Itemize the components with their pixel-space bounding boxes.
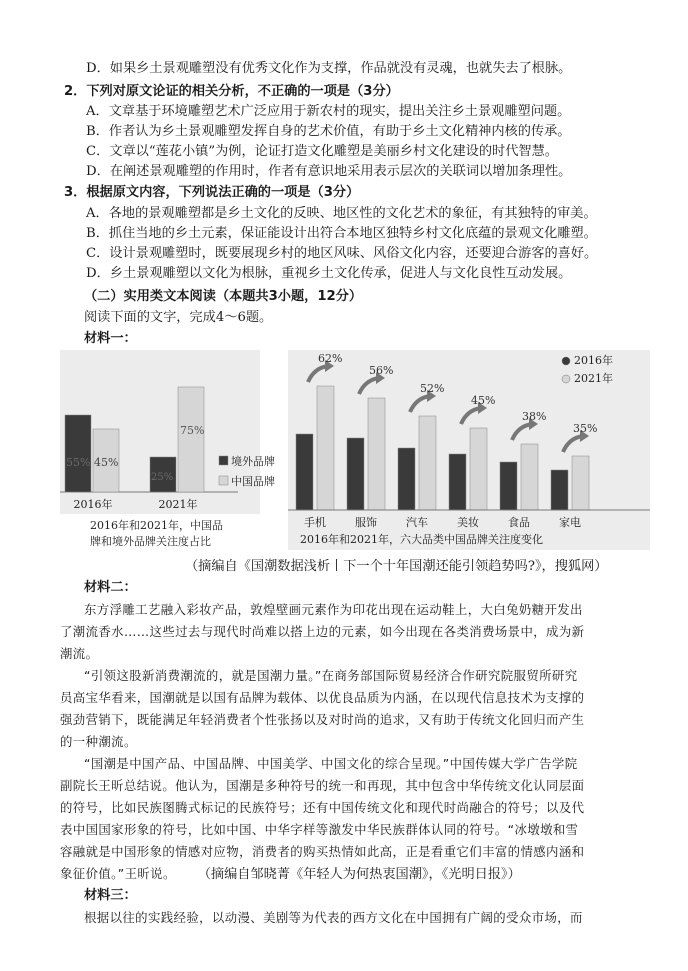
- legend-swatch: [562, 375, 570, 383]
- para-3-line-4: 表中国国家形象的符号，比如中国、中华字样等激发中华民族群体认同的符号。“冰墩墩和雪: [60, 822, 579, 837]
- option-2-d: D．在阐述景观雕塑的作用时，作者有意识地采用表示层次的关联词以增加条理性。: [86, 164, 572, 179]
- para-1-line-1: 东方浮雕工艺融入彩妆产品，敦煌壁画元素作为印花出现在运动鞋上，大白兔奶糖开发出: [84, 602, 583, 617]
- legend-label: 2021年: [574, 372, 613, 385]
- option-3-a: A．各地的景观雕塑都是乡土文化的反映、地区性的文化艺术的象征，有其独特的审美。: [86, 206, 597, 221]
- category-label: 家电: [559, 516, 581, 529]
- bar-中国品牌-2021年: [178, 387, 204, 492]
- bar-2021年-家电: [572, 456, 589, 510]
- legend-swatch: [562, 357, 570, 365]
- question-3: 3．根据原文内容，下列说法正确的一项是（3分）: [64, 185, 360, 200]
- option-2-b: B．作者认为乡土景观雕塑发挥自身的艺术价值，有助于乡土文化精神内核的传承。: [86, 124, 571, 139]
- bar-label: 55%: [66, 456, 91, 469]
- growth-label: 38%: [522, 410, 547, 423]
- bar-2021年-食品: [521, 444, 538, 510]
- para-2-line-3: 强劲营销下，既能满足年轻消费者个性张扬以及对时尚的追求，又有助于传统文化回归而产生: [60, 712, 585, 727]
- bar-2021年-汽车: [419, 416, 436, 510]
- legend-label: 2016年: [574, 354, 613, 367]
- para-3-line-6: [0, 865, 688, 883]
- bar-label: 75%: [180, 424, 205, 437]
- para-3-line-3: 的符号，比如民族图腾式标记的民族符号；还有中国传统文化和现代时尚融合的符号；以及代: [60, 800, 585, 815]
- category-label: 手机: [304, 516, 326, 529]
- reading-intro: 阅读下面的文字，完成4～6题。: [84, 310, 273, 325]
- legend-label: 境外品牌: [231, 455, 275, 468]
- growth-label: 56%: [369, 364, 394, 377]
- legend-swatch: [219, 456, 228, 465]
- growth-label: 35%: [573, 422, 598, 435]
- bar-2021年-手机: [317, 386, 334, 510]
- material-1-label: 材料一：: [84, 331, 137, 346]
- section-2-heading: （二）实用类文本阅读（本题共3小题，12分）: [84, 289, 363, 304]
- legend-swatch: [219, 476, 228, 485]
- growth-label: 52%: [420, 382, 445, 395]
- para-3-end: 象征价值。”王昕说。: [60, 866, 176, 881]
- para-2-line-4: 的一种潮流。: [60, 734, 137, 749]
- brand-share-chart: [60, 350, 275, 548]
- bar-2016年-食品: [500, 462, 517, 510]
- category-label: 2016年: [73, 498, 113, 511]
- option-2-c: C．文章以“莲花小镇”为例，论证打造文化雕塑是美丽乡村文化建设的时代智慧。: [86, 144, 558, 159]
- para-1-line-3: 潮流。: [60, 646, 99, 661]
- bar-2016年-家电: [551, 470, 568, 510]
- option-3-c: C．设计景观雕塑时，既要展现乡村的地区风味、风俗文化内容，还要迎合游客的喜好。: [86, 246, 598, 261]
- para-3-line-1: “国潮是中国产品、中国品牌、中国美学、中国文化的综合呈现。”中国传媒大学广告学院: [84, 756, 578, 771]
- category-label: 美妆: [457, 516, 479, 529]
- material-1-charts: [60, 350, 650, 558]
- category-label: 汽车: [406, 516, 428, 529]
- growth-label: 45%: [471, 394, 496, 407]
- para-1-line-2: 了潮流香水……这些过去与现代时尚难以搭上边的元素，如今出现在各类消费场景中，成为新: [60, 624, 585, 639]
- growth-label: 62%: [318, 352, 343, 365]
- source-1: （摘编自《国潮数据浅析丨下一个十年国潮还能引领趋势吗?》，搜狐网）: [185, 559, 608, 574]
- option-1-d: D．如果乡土景观雕塑没有优秀文化作为支撑，作品就没有灵魂，也就失去了根脉。: [86, 61, 572, 76]
- category-label: 2021年: [158, 498, 198, 511]
- bar-label: 45%: [94, 456, 119, 469]
- question-2: 2．下列对原文论证的相关分析，不正确的一项是（3分）: [64, 84, 399, 99]
- bar-2016年-汽车: [398, 448, 415, 510]
- category-label: 食品: [508, 516, 530, 529]
- para-4-line-1: 根据以往的实践经验，以动漫、美剧等为代表的西方文化在中国拥有广阔的受众市场，而: [84, 910, 583, 925]
- bar-2016年-手机: [296, 434, 313, 510]
- right-caption: 2016年和2021年，六大品类中国品牌关注度变化: [300, 533, 543, 546]
- legend-label: 中国品牌: [231, 475, 275, 488]
- para-3-line-2: 副院长王昕总结说。他认为，国潮是多种符号的统一和再现，其中包含中华传统文化认同层面: [60, 778, 585, 793]
- bar-2021年-服饰: [368, 398, 385, 510]
- material-2-label: 材料二：: [84, 580, 137, 595]
- bar-2016年-服饰: [347, 438, 364, 510]
- left-caption-1: 2016年和2021年，中国品: [90, 519, 223, 532]
- bar-label: 25%: [151, 472, 174, 483]
- bar-2016年-美妆: [449, 454, 466, 510]
- material-3-label: 材料三：: [84, 888, 137, 903]
- source-2: （摘编自邹晓菁《年轻人为何热衷国潮》，《光明日报》）: [197, 867, 521, 882]
- para-3-line-5: 容融就是中国形象的情感对应物，消费者的购买热情如此高，正是看重它们丰富的情感内涵和: [60, 844, 585, 859]
- category-attention-chart: [288, 350, 650, 550]
- option-3-b: B．抓住当地的乡土元素，保证能设计出符合本地区独特乡村文化底蕴的景观文化雕塑。: [86, 226, 597, 241]
- option-2-a: A．文章基于环境雕塑艺术广泛应用于新农村的现实，提出关注乡土景观雕塑问题。: [86, 104, 571, 119]
- para-2-line-1: “引领这股新消费潮流的，就是国潮力量。”在商务部国际贸易经济合作研究院服贸所研究: [84, 668, 578, 683]
- bar-境外品牌-2016年: [65, 415, 91, 492]
- para-2-line-2: 员高宝华看来，国潮就是以国有品牌为载体、以优良品质为内涵，在以现代信息技术为支撑的: [60, 690, 585, 705]
- option-3-d: D．乡土景观雕塑以文化为根脉，重视乡土文化传承，促进人与文化良性互动发展。: [86, 266, 572, 281]
- bar-2021年-美妆: [470, 428, 487, 510]
- category-label: 服饰: [355, 516, 377, 529]
- left-caption-2: 牌和境外品牌关注度占比: [90, 535, 211, 548]
